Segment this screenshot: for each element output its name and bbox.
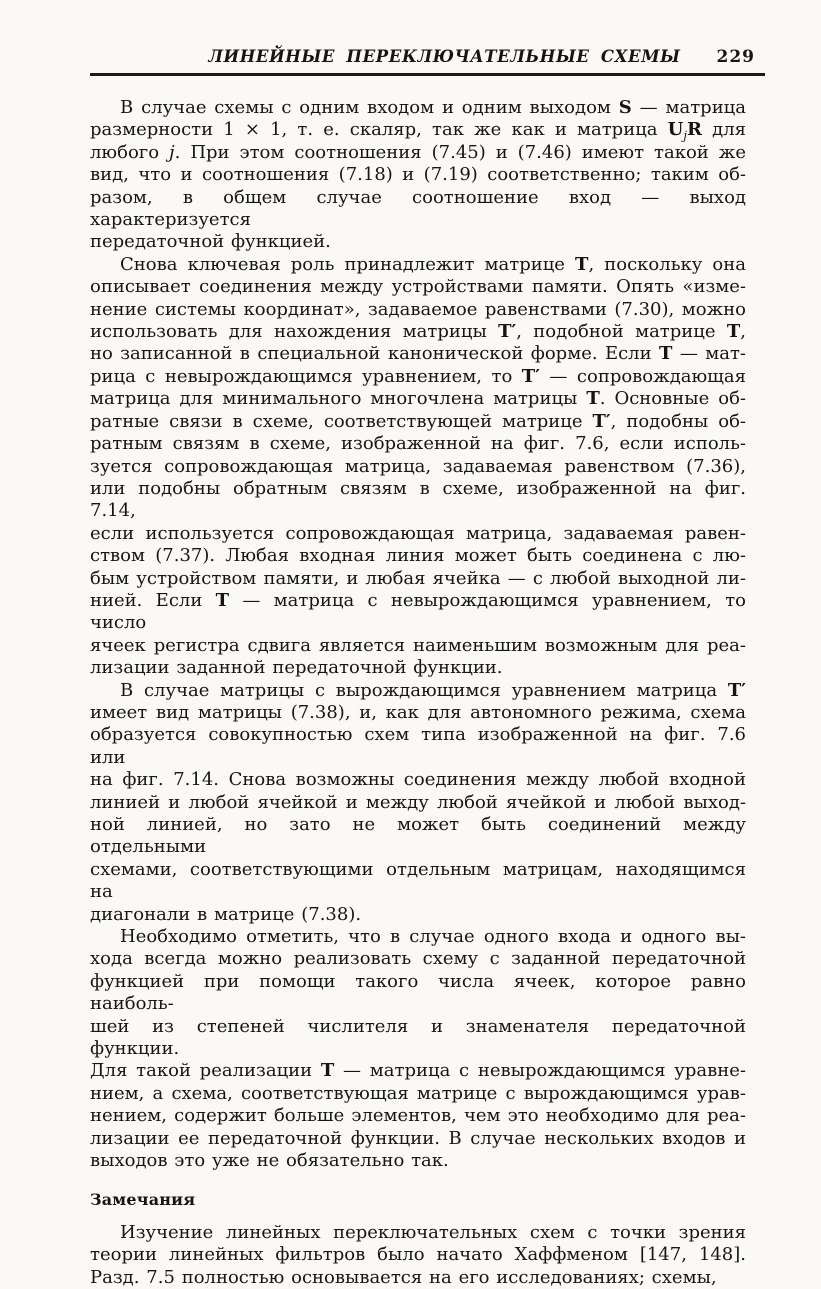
text-line: схемами, соответствующими отдельным матрицам, находящимся на [90, 859, 746, 904]
text-line: лизации заданной передаточной функции. [90, 657, 746, 679]
text-line: передаточной функцией. [90, 231, 746, 253]
text-line: ратные связи в схеме, соответствующей матрице T′, подобны об- [90, 411, 746, 433]
section-heading: Замечания [90, 1190, 821, 1209]
text-line: шей из степеней числителя и знаменателя передаточной функции. [90, 1016, 746, 1061]
text-line: В случае схемы с одним входом и одним выходом S — матрица [90, 97, 746, 119]
text-line: нием, а схема, соответствующая матрице с вырождающимся урав- [90, 1083, 746, 1105]
text-line: но записанной в специальной канонической форме. Если T — мат- [90, 343, 746, 365]
text-line: ной линией, но зато не может быть соединений между отдельными [90, 814, 746, 859]
text-line: на фиг. 7.14. Снова возможны соединения между любой входной [90, 769, 746, 791]
text-line: или подобны обратным связям в схеме, изображенной на фиг. 7.14, [90, 478, 746, 523]
text-line: бым устройством памяти, и любая ячейка — с любой выходной ли- [90, 568, 746, 590]
running-title: ЛИНЕЙНЫЕ ПЕРЕКЛЮЧАТЕЛЬНЫЕ СХЕМЫ [208, 47, 680, 66]
paragraph [90, 254, 746, 680]
paragraph [90, 680, 746, 926]
page-number: 229 [717, 47, 756, 67]
text-line: если используется сопровождающая матрица, задаваемая равен- [90, 523, 746, 545]
text-line: В случае матрицы с вырождающимся уравнением матрица T′ [90, 680, 746, 702]
text-line: описывает соединения между устройствами памяти. Опять «изме- [90, 276, 746, 298]
text-line: рица с невырождающимся уравнением, то T′ — сопровождающая [90, 366, 746, 388]
text-line: хода всегда можно реализовать схему с заданной передаточной [90, 948, 746, 970]
text-line: нение системы координат», задаваемое равенствами (7.30), можно [90, 299, 746, 321]
text-line: размерности 1 × 1, т. е. скаляр, так же как и матрица $U_jR$ для [90, 119, 746, 141]
header-rule [90, 73, 765, 76]
text-line: вид, что и соотношения (7.18) и (7.19) соответственно; таким об- [90, 164, 746, 186]
text-line: разом, в общем случае соотношение вход — выход характеризуется [90, 187, 746, 232]
text-line: Разд. 7.5 полностью основывается на его исследованиях; схемы, [90, 1267, 746, 1289]
text-line: зуется сопровождающая матрица, задаваемая равенством (7.36), [90, 456, 746, 478]
text-line: теории линейных фильтров было начато Хаффменом [147, 148]. [90, 1244, 746, 1267]
text-line: Изучение линейных переключательных схем с точки зрения [90, 1222, 746, 1245]
paragraph [90, 926, 746, 1172]
text-line: использовать для нахождения матрицы T′, подобной матрице T, [90, 321, 746, 343]
text-line: функцией при помощи такого числа ячеек, которое равно наиболь- [90, 971, 746, 1016]
text-line: ячеек регистра сдвига является наименьшим возможным для реа- [90, 635, 746, 657]
notes-text [90, 1222, 746, 1289]
text-line: Снова ключевая роль принадлежит матрице T, поскольку она [90, 254, 746, 276]
text-line: имеет вид матрицы (7.38), и, как для автономного режима, схема [90, 702, 746, 724]
text-line: любого j. При этом соотношения (7.45) и (7.46) имеют такой же [90, 142, 746, 164]
text-line: диагонали в матрице (7.38). [90, 904, 746, 926]
text-line: нением, содержит больше элементов, чем это необходимо для реа- [90, 1105, 746, 1127]
text-line: лизации ее передаточной функции. В случае нескольких входов и [90, 1128, 746, 1150]
body-text [90, 97, 746, 1173]
running-header [90, 47, 755, 67]
text-line: линией и любой ячейкой и между любой ячейкой и любой выход- [90, 792, 746, 814]
text-line: ратным связям в схеме, изображенной на фиг. 7.6, если исполь- [90, 433, 746, 455]
paragraph [90, 1222, 746, 1289]
text-line: выходов это уже не обязательно так. [90, 1150, 746, 1172]
book-page [0, 47, 821, 1250]
text-line: нией. Если T — матрица с невырождающимся уравнением, то число [90, 590, 746, 635]
text-line: матрица для минимального многочлена матрицы T. Основные об- [90, 388, 746, 410]
text-line: Для такой реализации T — матрица с невырождающимся уравне- [90, 1060, 746, 1082]
paragraph [90, 97, 746, 254]
text-line: образуется совокупностью схем типа изображенной на фиг. 7.6 или [90, 724, 746, 769]
text-line: Необходимо отметить, что в случае одного входа и одного вы- [90, 926, 746, 948]
text-line: ством (7.37). Любая входная линия может быть соединена с лю- [90, 545, 746, 567]
